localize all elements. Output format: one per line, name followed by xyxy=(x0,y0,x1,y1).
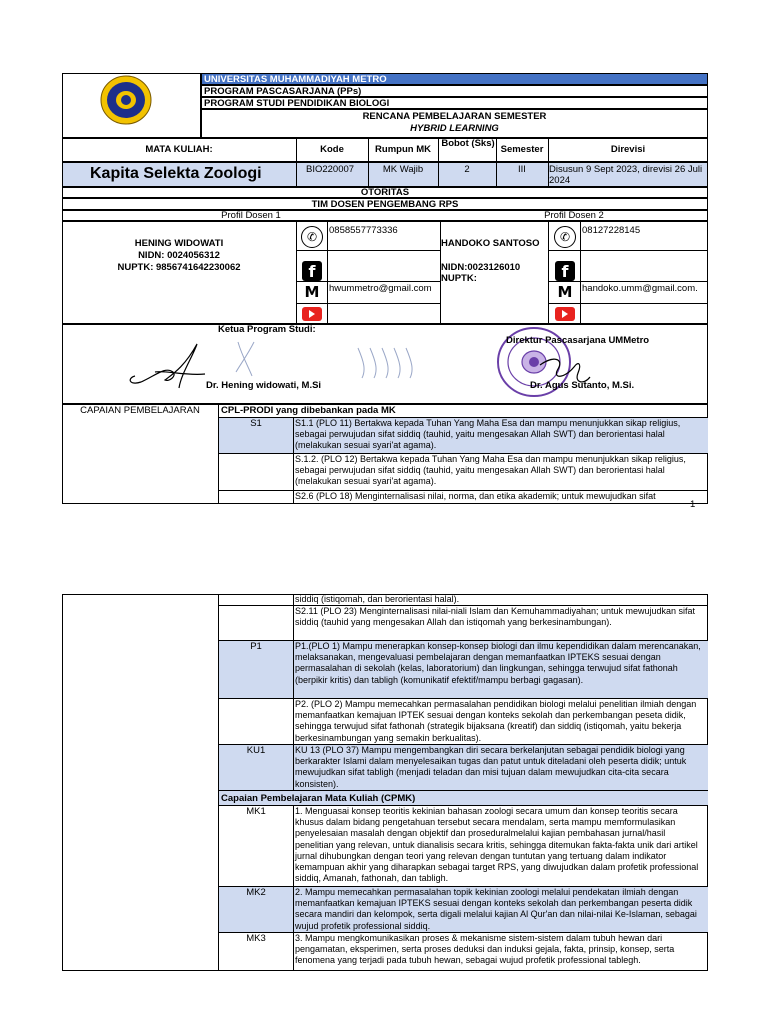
mk3-code: MK3 xyxy=(246,933,266,944)
course-code: BIO220007 xyxy=(306,164,355,175)
authority-team: TIM DOSEN PENGEMBANG RPS xyxy=(62,198,708,210)
facebook-icon[interactable]: f xyxy=(298,260,326,282)
mk1-code: MK1 xyxy=(246,806,266,817)
s2-6-text-b: siddiq (istiqomah, dan berorientasi halal). xyxy=(295,594,460,604)
lecturer1-nuptk: NUPTK: 9856741642230062 xyxy=(117,262,241,273)
divider xyxy=(296,162,297,188)
divider xyxy=(327,221,328,324)
lecturer1-email[interactable]: hwummetro@gmail.com xyxy=(329,283,432,294)
col-revision: Direvisi xyxy=(610,144,646,155)
kaprodi-signature xyxy=(125,336,210,394)
course-name: Kapita Selekta Zoologi xyxy=(90,165,262,182)
lecturer2-nuptk: NUPTK: xyxy=(441,273,477,284)
profile1-label: Profil Dosen 1 xyxy=(221,210,281,221)
divider xyxy=(548,221,549,324)
divider xyxy=(548,250,708,251)
study-program-name: PROGRAM STUDI PENDIDIKAN BIOLOGI xyxy=(201,97,708,109)
mk2-code: MK2 xyxy=(246,887,266,898)
lecturer2-email[interactable]: handoko.umm@gmail.com. xyxy=(582,283,698,294)
profile2-label: Profil Dosen 2 xyxy=(544,210,604,221)
p2-text: P2. (PLO 2) Mampu memecahkan permasalahan pendidikan biologi melalui penelitian ilmiah dengan memanfaatkan kemajuan IPTEK sesuai dengan konteks sekolah dan perkembangan peseta didik, sehingga terwujud sifat fathonah (strategik bijaksana (kreatif) dan siddiq (istiqomah, yaitu bekerja berkesinambungan yang semakin berkualitas). xyxy=(295,699,697,743)
whatsapp-icon[interactable]: ✆ xyxy=(550,225,580,249)
p1-text: P1.(PLO 1) Mampu menerapkan konsep-konsep biologi dan ilmu kependidikan dalam merencanakan, melaksanakan, mengevaluasi pembelajaran dengan memanfaatkan IPTEKS sesuai dengan permasalahan di sekolah (kelas, laboratorium) dan lingkungan, sehingga terwujud sifat fathonah (berpikir kritis) dan tabligh (komunikatif efektif/mampu berbagi gagasan). xyxy=(295,641,701,685)
cpl-section-label: CAPAIAN PEMBELAJARAN xyxy=(80,405,200,416)
gmail-icon[interactable]: M xyxy=(557,283,573,301)
page-number: 1 xyxy=(690,499,696,510)
cpl-prodi-header: CPL-PRODI yang dibebankan pada MK xyxy=(221,405,396,416)
s1-1-text: S1.1 (PLO 11) Bertakwa kepada Tuhan Yang Maha Esa dan mampu menunjukkan sikap religius, sebagai perwujudan sifat siddiq (tauhid, yaitu mengesakan Allah SWT) dan berorientasi halal (melakukan sesuai syari'at agama). xyxy=(295,418,681,451)
lecturer2-nidn: NIDN:0023126010 xyxy=(441,262,521,273)
course-revision: Disusun 9 Sept 2023, direvisi 26 Juli 2024 xyxy=(549,164,703,186)
kaprodi-name: Dr. Hening widowati, M.Si xyxy=(206,380,322,391)
p1-code: P1 xyxy=(250,641,262,652)
youtube-icon[interactable] xyxy=(298,306,326,322)
watermark-stamp-faint xyxy=(228,336,428,382)
program-name: PROGRAM PASCASARJANA (PPs) xyxy=(201,85,708,97)
facebook-icon[interactable]: f xyxy=(550,260,580,282)
divider xyxy=(296,221,297,324)
lecturer1-name: HENING WIDOWATI xyxy=(134,238,224,249)
course-weight: 2 xyxy=(464,164,470,175)
director-title: Direktur Pascasarjana UMMetro xyxy=(506,335,650,346)
mk3-text: 3. Mampu mengkomunikasikan proses & mekanisme sistem-sistem dalam tubuh hewan dari pengamatan, eksperimen, serta proses deduksi dan induksi gejala, fakta, prinsip, konsep, serta fenomena yang terjadi pada tubuh hewan, sebagai wujud profetik professional tablegh. xyxy=(295,933,675,966)
lecturer1-nidn: NIDN: 0024056312 xyxy=(138,250,220,261)
authority-title: OTORITAS xyxy=(62,186,708,198)
gmail-icon[interactable]: M xyxy=(304,283,320,301)
s2-11-text: S2.11 (PLO 23) Menginternalisasi nilai-niali Islam dan Kemuhammadiyahan; untuk mewujudkan sifat siddiq (tauhid yang mengesakan Allah dan istiqomah yang berkesinambungan). xyxy=(295,606,696,628)
s1-code: S1 xyxy=(250,418,262,429)
whatsapp-icon[interactable]: ✆ xyxy=(298,225,326,249)
divider xyxy=(580,221,581,324)
university-name: UNIVERSITAS MUHAMMADIYAH METRO xyxy=(201,73,708,85)
col-weight: Bobot (Sks) xyxy=(441,138,495,149)
ku1-code: KU1 xyxy=(246,745,266,756)
col-semester: Semester xyxy=(500,144,544,155)
ku1-text: KU 13 (PLO 37) Mampu mengembangkan diri secara berkelanjutan sebagai pendidik biologi yang berkarakter Islami dalam menyelesaikan tugas dan patut untuk diteladani oleh peserta didik; untuk mewujudkan sifat tabligh (menjadi teladan dan misi tujuan dalam mewujudkan cita-cita secara konsisten). xyxy=(295,745,687,789)
mk2-text: 2. Mampu memecahkan permasalahan topik kekinian zoologi melalui pendekatan ilmiah dengan memanfaatkan kemajuan IPTEKS sesuai dengan konteks sekolah dan perkembangan peserta didik secara mandiri dan kelompok, serta digali melalui kajian Al Qur'an dan nilai-nilai Ke-Islaman, sebagai wujud profetik professional siddiq. xyxy=(295,887,697,931)
cpmk-header: Capaian Pembelajaran Mata Kuliah (CPMK) xyxy=(221,793,416,804)
mk1-text: 1. Menguasai konsep teoritis kekinian bahasan zoologi secara umum dan konsep teoritis secara khusus dalam bidang pengetahuan tersebut secara mendalam, serta mampu memformulasikan penyelesaian masalah dengan objektif dan proseduralmelalui kajian pembahasan jurnal/hasil penelitian yang relevan, untuk dianalisis secara kritis, sehingga ditemukan fakta-fakta unik dari artikel jurnal dihubungkan dengan teori yang relevan dengan tuntutan yang tertuang dalam indikator kemampuan akhir yang diharapkan sebagai target RPS, yang diwujudkan dalam profetik professional siddiq, Amanah, fathonah, dan tabligh. xyxy=(295,806,699,884)
doc-subtitle: HYBRID LEARNING xyxy=(410,123,499,134)
col-cluster: Rumpun MK xyxy=(375,144,431,155)
col-course: MATA KULIAH: xyxy=(145,144,213,155)
youtube-icon[interactable] xyxy=(550,306,580,322)
divider xyxy=(296,250,441,251)
kaprodi-title: Ketua Program Studi: xyxy=(218,324,316,335)
divider xyxy=(296,303,441,304)
doc-title: RENCANA PEMBELAJARAN SEMESTER xyxy=(362,111,547,122)
university-logo xyxy=(100,75,152,125)
s1-2-text: S.1.2. (PLO 12) Bertakwa kepada Tuhan Yang Maha Esa dan mampu menunjukkan sikap religius, sebagai perwujudan sifat siddiq (tauhid, yaitu mengesakan Allah SWT) dan berorientasi halal (melakukan sesuai syari'at agama). xyxy=(295,454,686,487)
director-name: Dr. Agus Sutanto, M.Si. xyxy=(530,380,635,391)
lecturer1-phone[interactable]: 0858557773336 xyxy=(329,225,398,236)
col-code: Kode xyxy=(320,144,344,155)
s2-6-text-a: S2.6 (PLO 18) Menginternalisasi nilai, norma, dan etika akademik; untuk mewujudkan sifat xyxy=(295,491,656,501)
lecturer2-phone[interactable]: 08127228145 xyxy=(582,225,641,236)
course-semester: III xyxy=(518,164,526,175)
course-cluster: MK Wajib xyxy=(382,164,424,175)
lecturer2-name: HANDOKO SANTOSO xyxy=(441,238,540,249)
divider xyxy=(548,303,708,304)
